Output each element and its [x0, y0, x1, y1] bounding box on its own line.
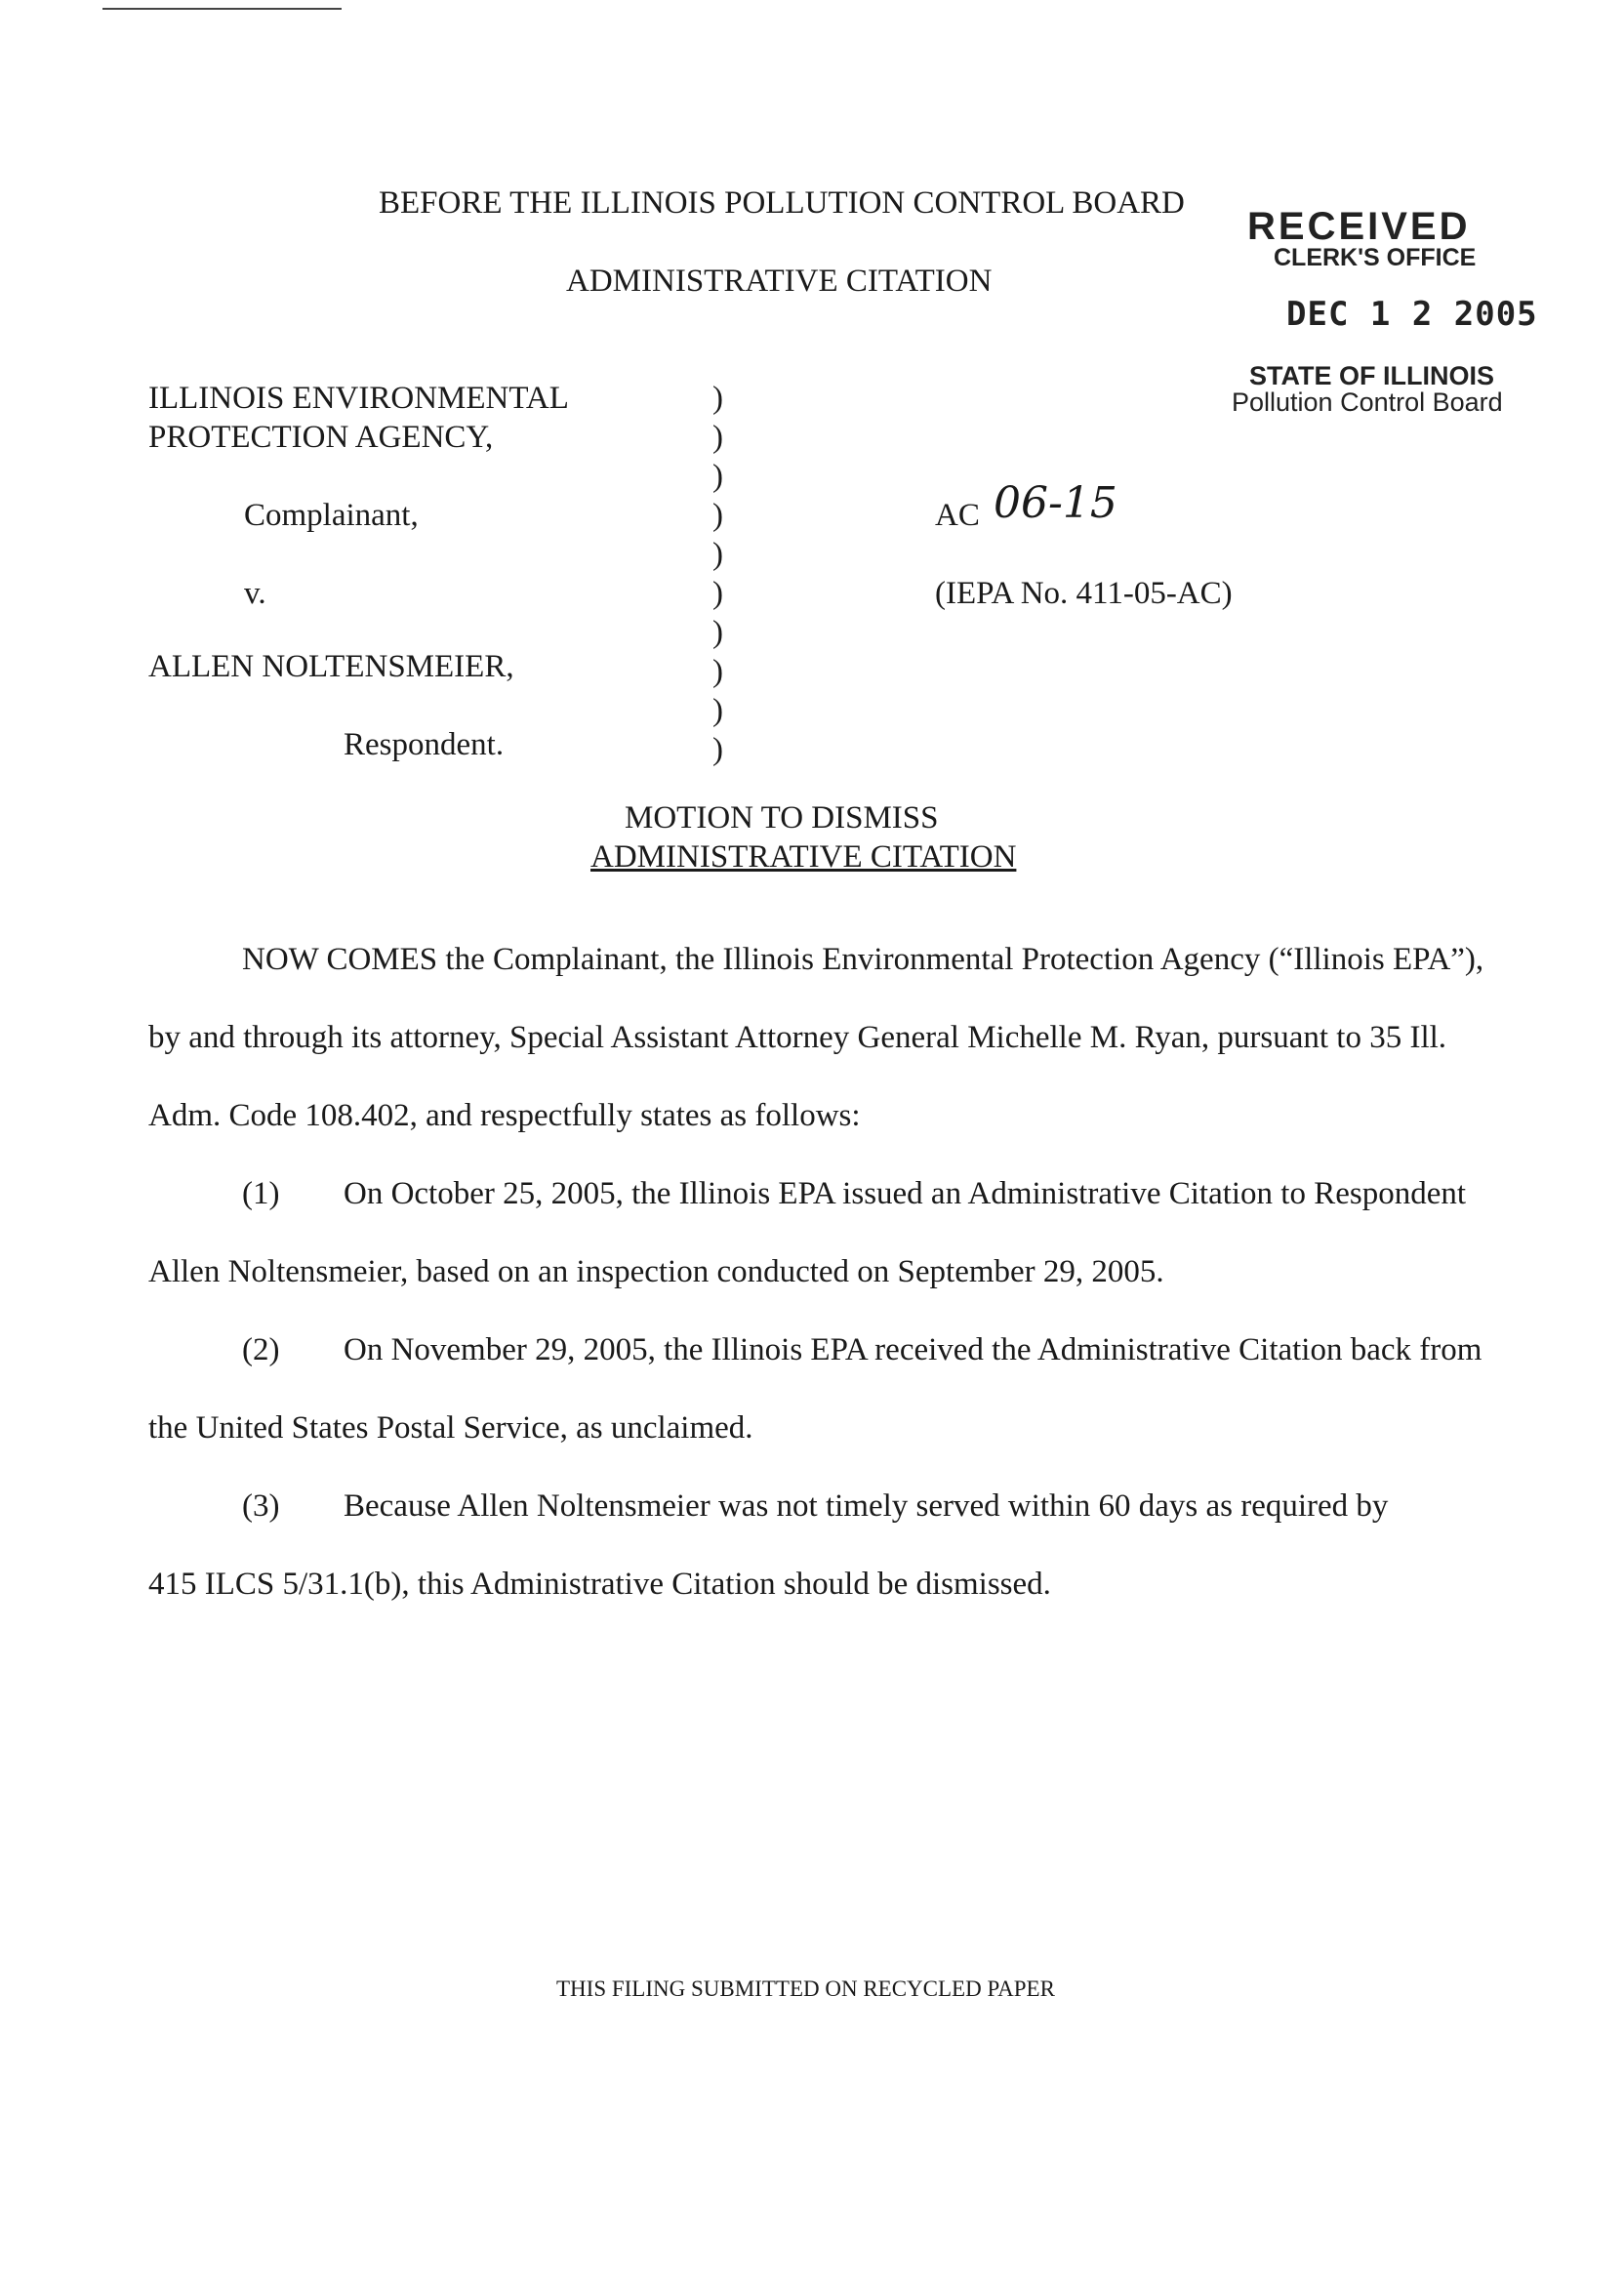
paragraph-1-number: (1) — [242, 1176, 280, 1211]
caption-paren: ) — [712, 537, 723, 572]
case-number-handwritten: 06-15 — [994, 478, 1117, 528]
caption-paren: ) — [712, 576, 723, 611]
motion-title-line1: MOTION TO DISMISS — [625, 800, 939, 835]
caption-paren: ) — [712, 420, 723, 455]
paragraph-3-line-1: Because Allen Noltensmeier was not timely served within 60 days as required by — [344, 1488, 1389, 1524]
intro-line-2: by and through its attorney, Special Assistant Attorney General Michelle M. Ryan, pursuant to 35 Ill. — [148, 1020, 1447, 1055]
paragraph-1-line-2: Allen Noltensmeier, based on an inspection conducted on September 29, 2005. — [148, 1254, 1164, 1289]
caption-paren: ) — [712, 459, 723, 494]
complainant-name-line1: ILLINOIS ENVIRONMENTAL — [148, 381, 569, 416]
stamp-date: DEC 1 2 2005 — [1286, 295, 1538, 334]
board-heading: BEFORE THE ILLINOIS POLLUTION CONTROL BOARD — [379, 185, 1185, 221]
paragraph-3-number: (3) — [242, 1488, 280, 1524]
stamp-office: CLERK'S OFFICE — [1274, 244, 1477, 271]
case-prefix: AC — [935, 498, 980, 533]
caption-paren: ) — [712, 498, 723, 533]
stamp-state: STATE OF ILLINOIS — [1249, 361, 1494, 390]
stamp-received: RECEIVED — [1247, 205, 1471, 248]
top-scan-rule — [102, 8, 342, 10]
paragraph-1-line-1: On October 25, 2005, the Illinois EPA issued an Administrative Citation to Respondent — [344, 1176, 1467, 1211]
complainant-name-line2: PROTECTION AGENCY, — [148, 420, 494, 455]
stamp-board: Pollution Control Board — [1232, 387, 1503, 417]
intro-line-1: NOW COMES the Complainant, the Illinois Environmental Protection Agency (“Illinois EPA”), — [242, 942, 1484, 977]
document-type-heading: ADMINISTRATIVE CITATION — [566, 264, 993, 299]
paragraph-2-line-2: the United States Postal Service, as unclaimed. — [148, 1410, 753, 1446]
respondent-role: Respondent. — [344, 727, 505, 762]
iepa-number: (IEPA No. 411-05-AC) — [935, 576, 1233, 611]
caption-paren: ) — [712, 615, 723, 650]
versus-label: v. — [244, 576, 266, 611]
caption-paren: ) — [712, 732, 723, 767]
caption-paren: ) — [712, 381, 723, 416]
respondent-name: ALLEN NOLTENSMEIER, — [148, 649, 514, 684]
complainant-role: Complainant, — [244, 498, 419, 533]
paragraph-2-line-1: On November 29, 2005, the Illinois EPA received the Administrative Citation back from — [344, 1332, 1482, 1367]
motion-title-line2: ADMINISTRATIVE CITATION — [590, 839, 1017, 875]
caption-paren: ) — [712, 693, 723, 728]
intro-line-3: Adm. Code 108.402, and respectfully states as follows: — [148, 1098, 861, 1133]
paragraph-3-line-2: 415 ILCS 5/31.1(b), this Administrative Citation should be dismissed. — [148, 1567, 1051, 1602]
caption-paren: ) — [712, 654, 723, 689]
footer-recycled-note: THIS FILING SUBMITTED ON RECYCLED PAPER — [556, 1976, 1055, 2001]
paragraph-2-number: (2) — [242, 1332, 280, 1367]
